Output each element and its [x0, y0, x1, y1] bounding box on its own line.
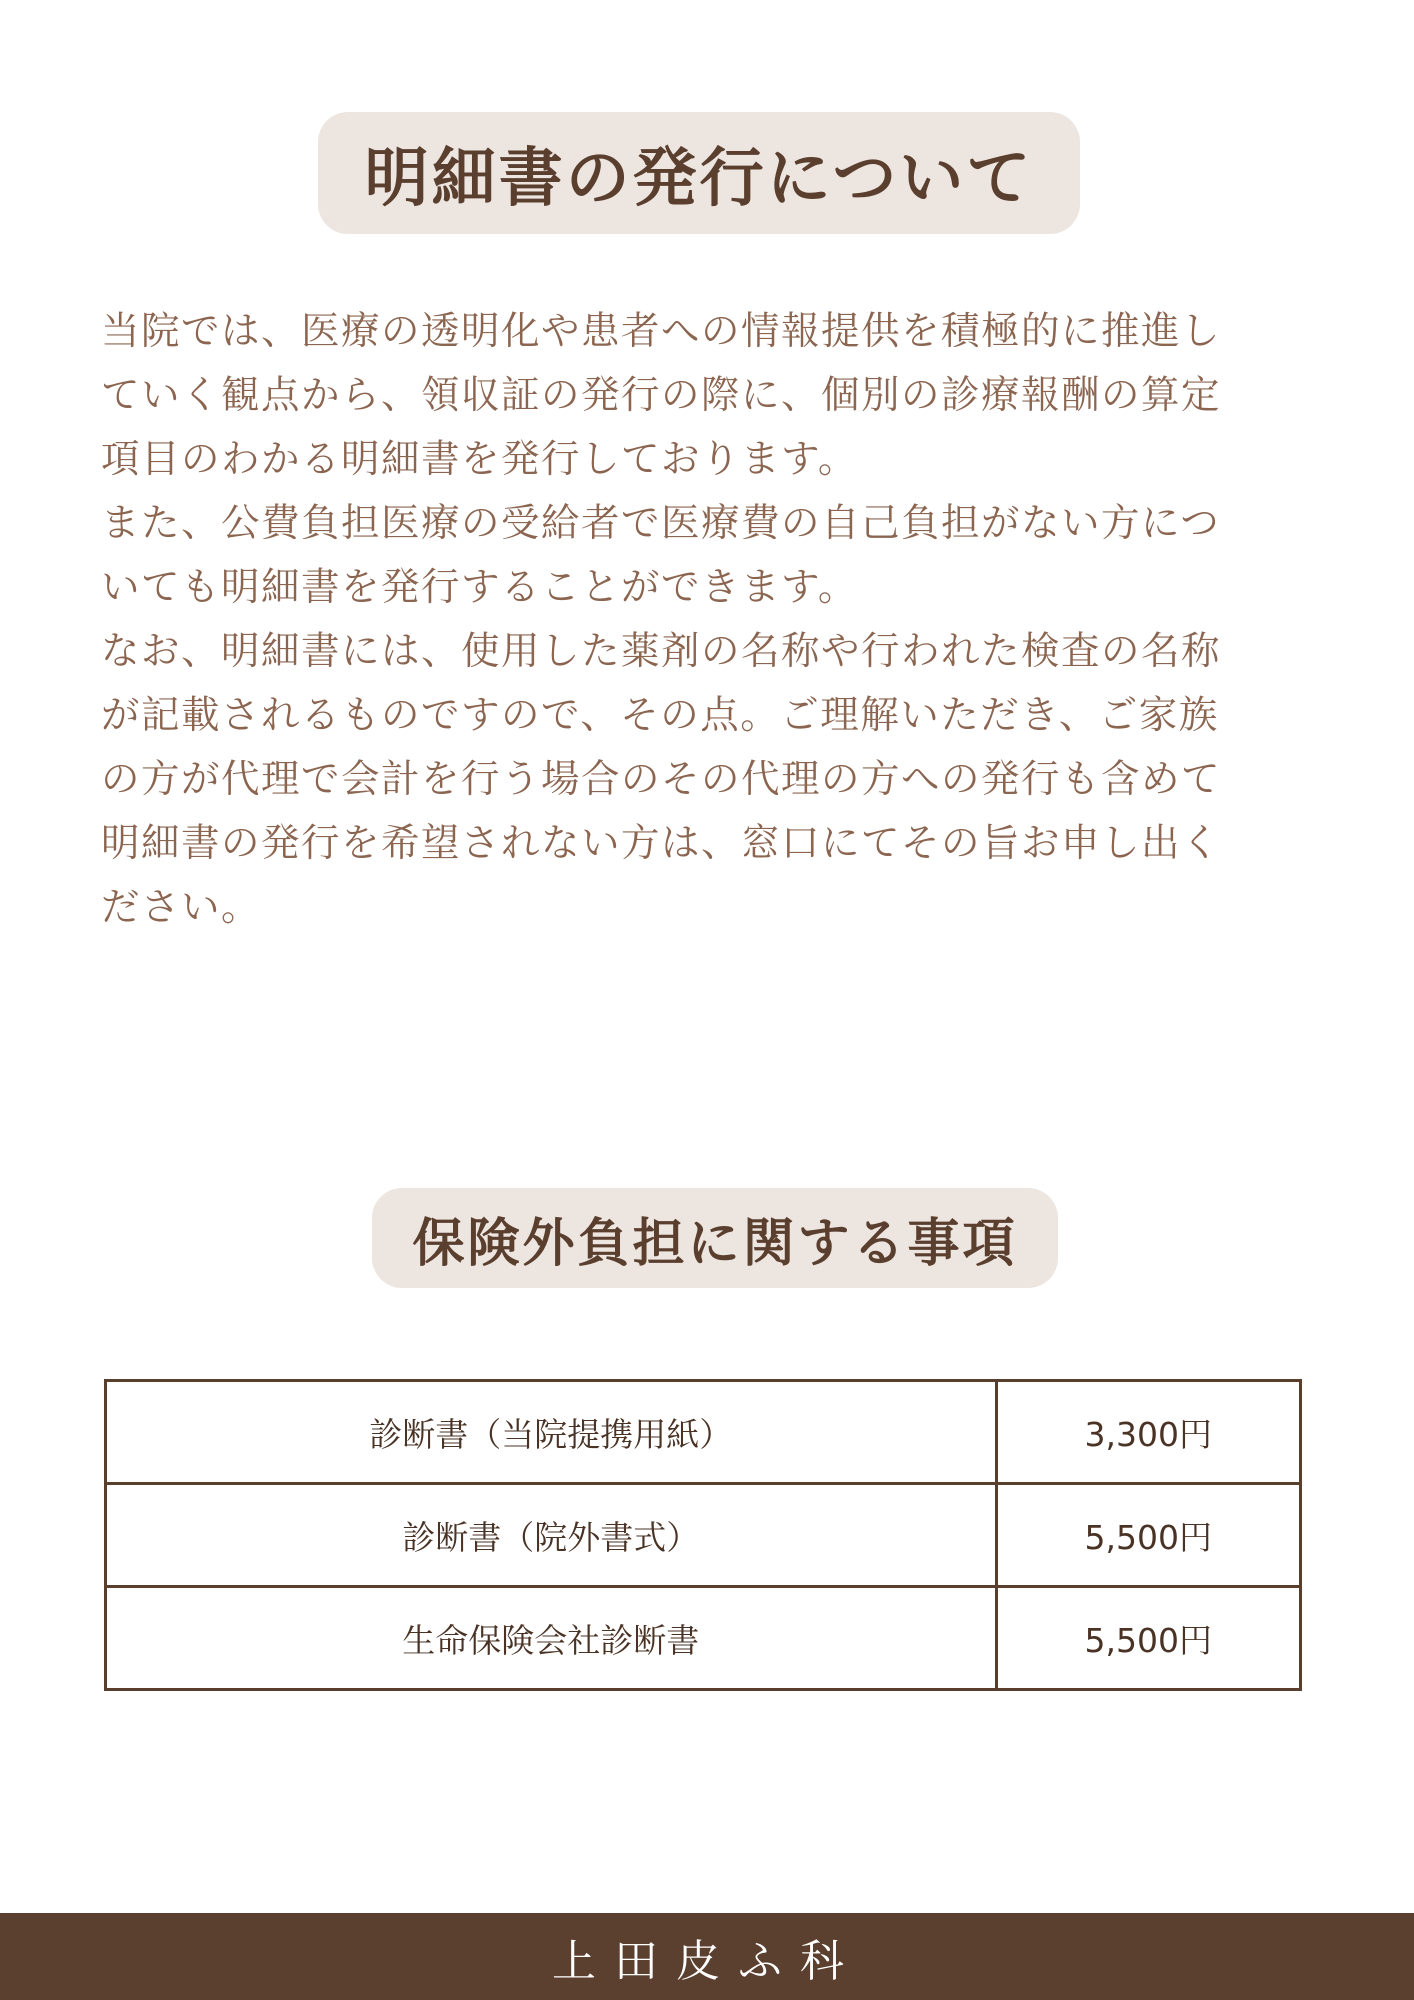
table-row: [106, 1484, 1301, 1587]
fee-item-cell: 診断書（院外書式）: [106, 1484, 997, 1587]
paragraph-line: なお、明細書には、使用した薬剤の名称や行われた検査の名称: [101, 629, 1222, 674]
fee-price-cell: 3,300円: [996, 1381, 1300, 1484]
page-title: 明細書の発行について: [318, 112, 1080, 234]
section-title: 保険外負担に関する事項: [372, 1188, 1058, 1288]
table-row: [106, 1381, 1301, 1484]
paragraph-line: いても明細書を発行することができます。: [101, 565, 858, 610]
paragraph-line: の方が代理で会計を行う場合のその代理の方への発行も含めて: [101, 757, 1222, 802]
statement-paragraph: [101, 300, 1301, 940]
footer-bar: [0, 1913, 1414, 2000]
table-row: [106, 1587, 1301, 1690]
fee-item-cell: 診断書（当院提携用紙）: [106, 1381, 997, 1484]
paragraph-line: 明細書の発行を希望されない方は、窓口にてその旨お申し出く: [101, 821, 1222, 866]
paragraph-line: ていく観点から、領収証の発行の際に、個別の診療報酬の算定: [101, 373, 1222, 418]
fee-item-cell: 生命保険会社診断書: [106, 1587, 997, 1690]
paragraph-line: また、公費負担医療の受給者で医療費の自己負担がない方につ: [101, 501, 1221, 546]
fee-table: [104, 1379, 1302, 1691]
paragraph-line: 当院では、医療の透明化や患者への情報提供を積極的に推進し: [101, 309, 1222, 354]
paragraph-line: 項目のわかる明細書を発行しております。: [101, 437, 858, 482]
paragraph-line: が記載されるものですので、その点。ご理解いただき、ご家族: [101, 693, 1219, 738]
fee-price-cell: 5,500円: [996, 1484, 1300, 1587]
paragraph-line: ださい。: [101, 885, 262, 930]
clinic-name: 上田皮ふ科: [552, 1935, 862, 1987]
fee-price-cell: 5,500円: [996, 1587, 1300, 1690]
